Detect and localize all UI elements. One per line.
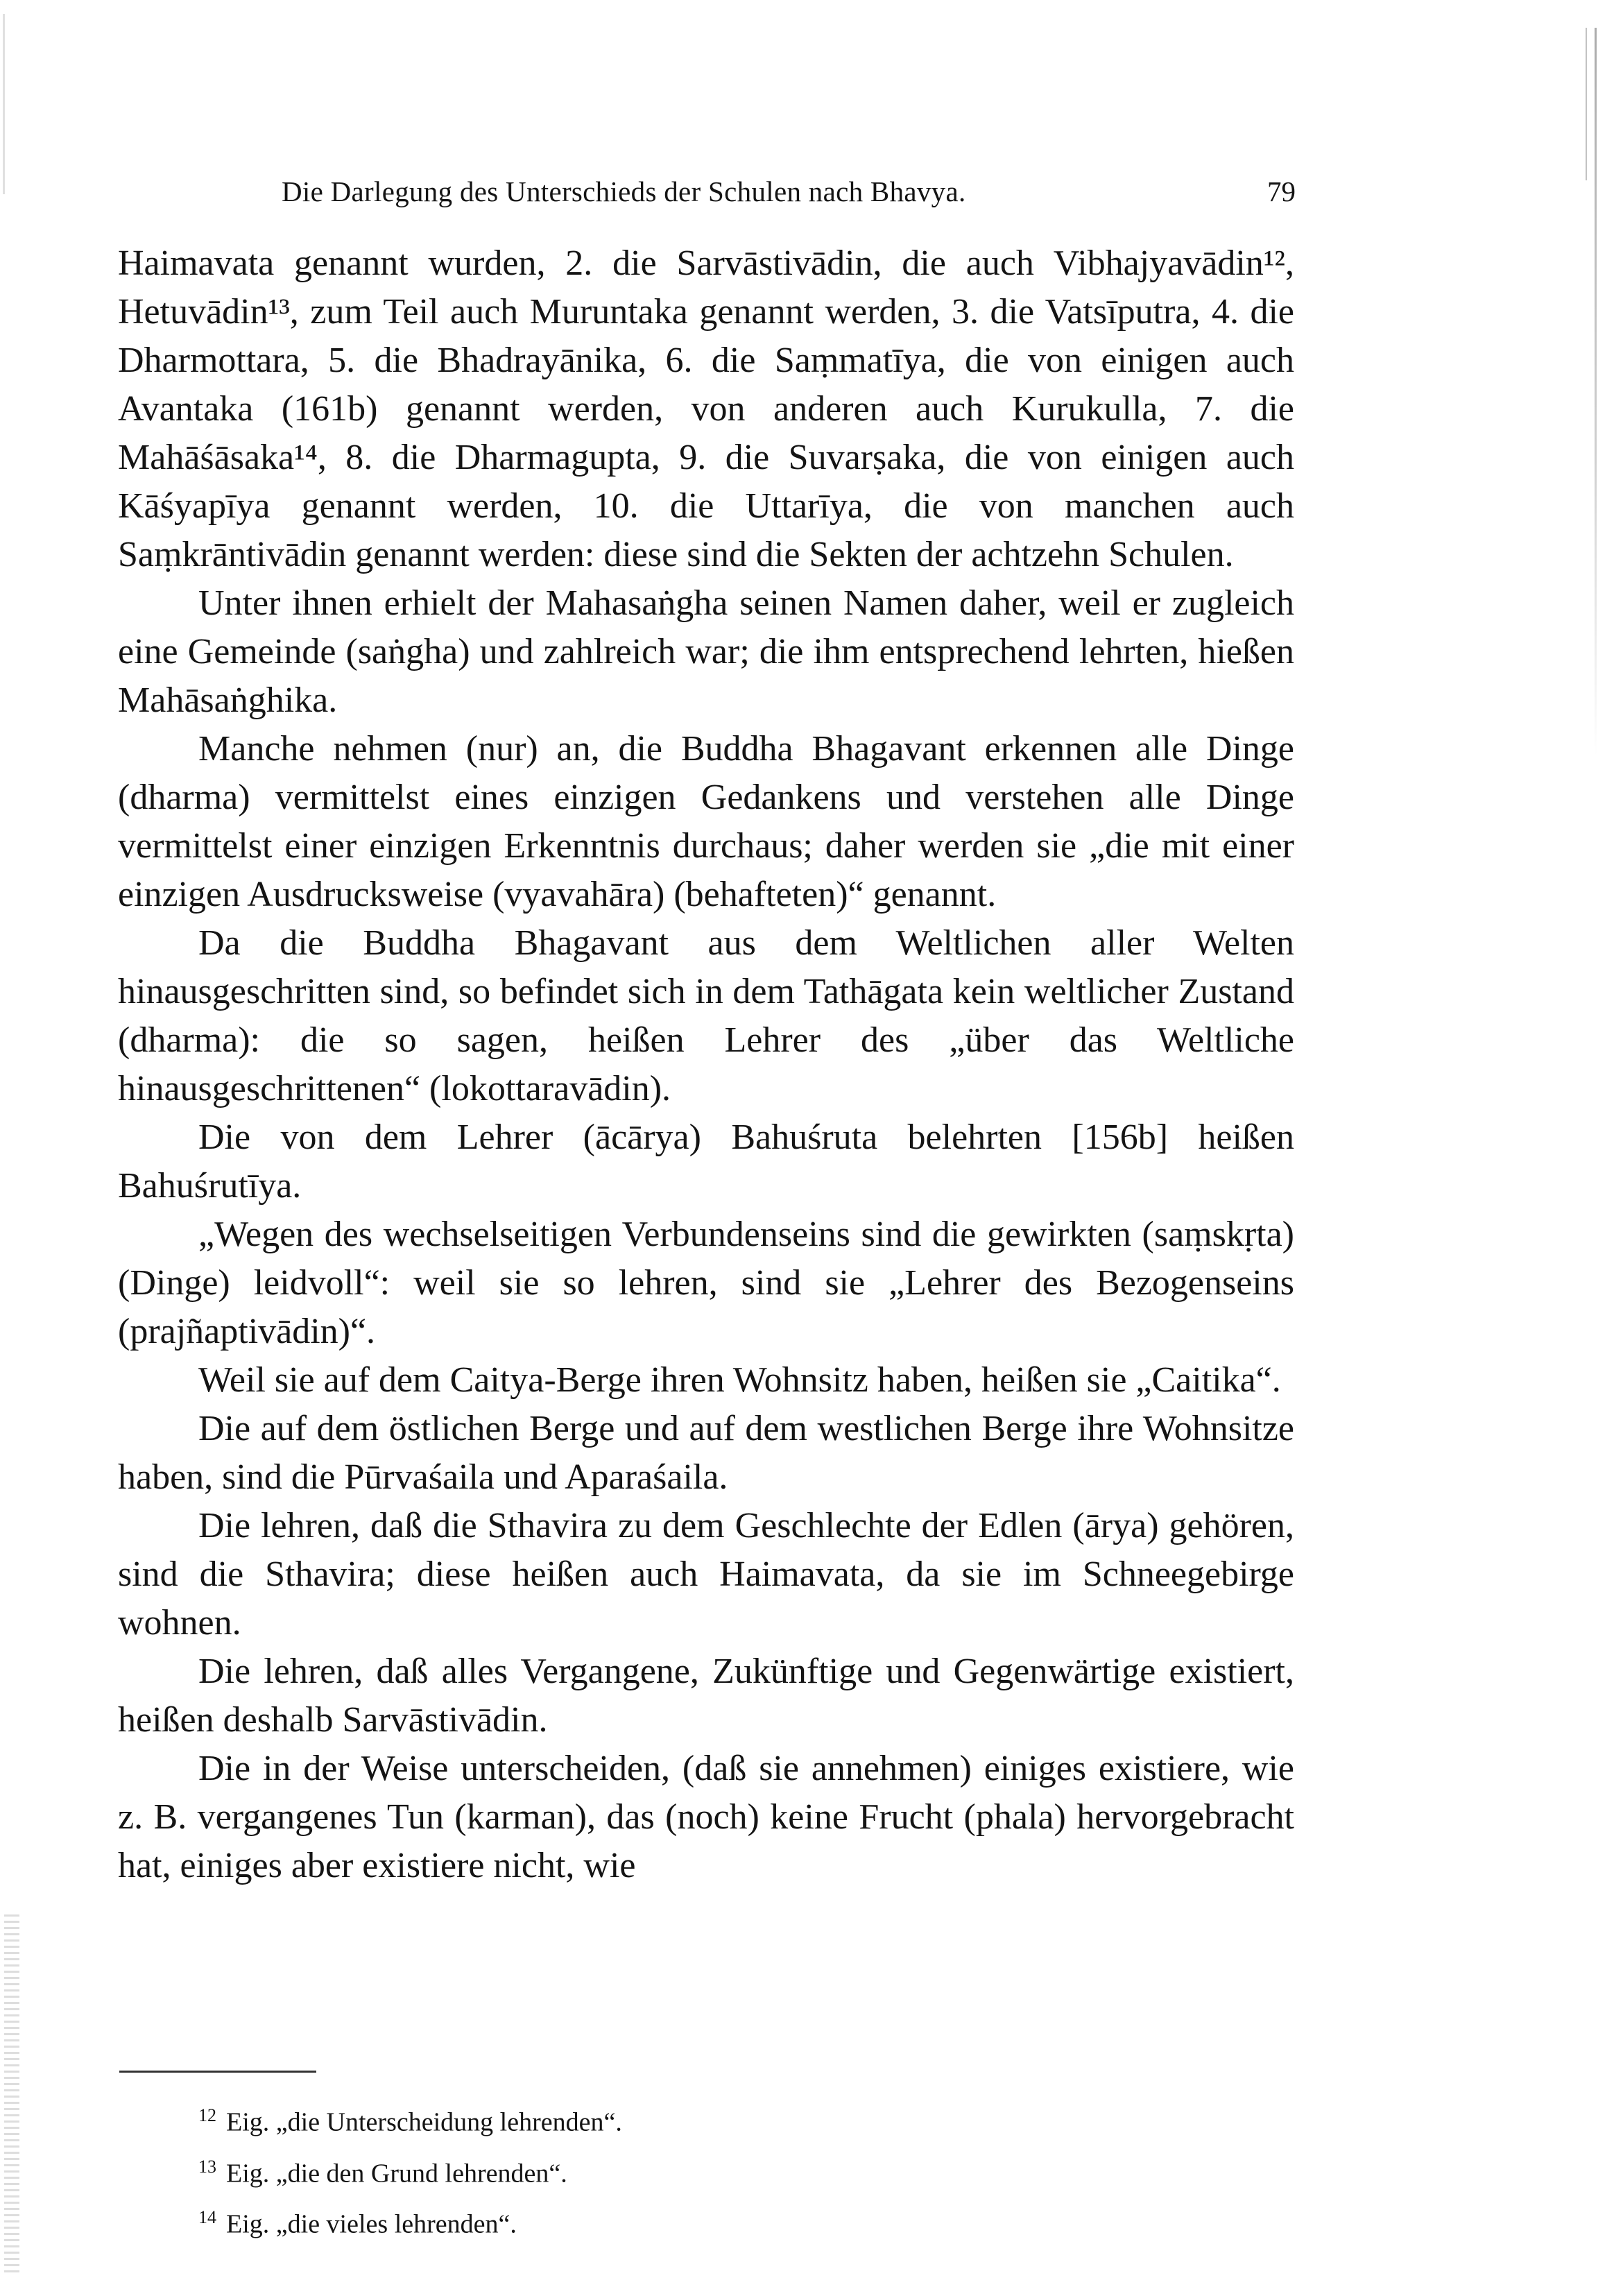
footnotes [198,2093,1239,2247]
paragraph: Manche nehmen (nur) an, die Buddha Bhagavant erkennen alle Dinge (dharma) vermittelst eines einzigen Gedankens und verstehen alle Dinge vermittelst einer einzigen Erkenntnis durchaus; daher werden sie „die mit einer einzigen Ausdrucksweise (vyavahāra) (behafteten)“ genannt. [118,729,1294,914]
paragraph: Weil sie auf dem Caitya-Berge ihren Wohnsitz haben, heißen sie „Caitika“. [198,1360,1281,1400]
footnote-number: 13 [198,2156,216,2177]
running-title: Die Darlegung des Unterschieds der Schulen nach Bhavya. [282,175,966,207]
scan-edge-shadow [1586,28,1587,180]
paragraph: Die in der Weise unterscheiden, (daß sie annehmen) einiges existiere, wie z. B. vergangenes Tun (karman), das (noch) keine Frucht (phala) hervorgebracht hat, einiges aber existiere nicht, wie [118,1749,1294,1885]
footnote [198,2093,1239,2145]
footnote [198,2145,1239,2196]
paragraph: Die von dem Lehrer (ācārya) Bahuśruta belehrten [156b] heißen Bahuśrutīya. [118,1117,1294,1206]
footnote-text: Eig. „die Unterscheidung lehrenden“. [226,2107,622,2137]
scan-edge-noise [4,1914,19,2275]
paragraph: „Wegen des wechselseitigen Verbundenseins sind die gewirkten (saṃskṛta) (Dinge) leidvoll“: weil sie so lehren, sind sie „Lehrer des Bezogenseins (prajñaptivādin)“. [118,1215,1294,1351]
paragraph: Die auf dem östlichen Berge und auf dem westlichen Berge ihre Wohnsitze haben, sind die Pūrvaśaila und Aparaśaila. [118,1409,1294,1497]
footnote-number: 12 [198,2105,216,2125]
paragraph: Haimavata genannt wurden, 2. die Sarvāstivādin, die auch Vibhajyavādin¹², Hetuvādin¹³, zum Teil auch Muruntaka genannt werden, 3. die Vatsīputra, 4. die Dharmottara, 5. die Bhadrayānika, 6. die Saṃmatīya, die von einigen auch Avantaka (161b) genannt werden, von anderen auch Kurukulla, 7. die Mahāśāsaka¹⁴, 8. die Dharmagupta, 9. die Suvarṣaka, die von einigen auch Kāśyapīya genannt werden, 10. die Uttarīya, die von manchen auch Saṃkrāntivādin genannt werden: diese sind die Sekten der achtzehn Schulen. [118,243,1294,574]
paragraph: Unter ihnen erhielt der Mahasaṅgha seinen Namen daher, weil er zugleich eine Gemeinde (saṅgha) und zahlreich war; die ihm entsprechend lehrten, hießen Mahāsaṅghika. [118,583,1294,720]
footnote-text: Eig. „die den Grund lehrenden“. [226,2159,567,2188]
running-header [117,175,1296,216]
scan-edge-shadow [1595,28,1597,756]
main-text [118,239,1294,1890]
footnote-separator [119,2071,316,2073]
paragraph: Da die Buddha Bhagavant aus dem Weltlichen aller Welten hinausgeschritten sind, so befindet sich in dem Tathāgata kein weltlicher Zustand (dharma): die so sagen, heißen Lehrer des „über das Weltliche hinausgeschrittenen“ (lokottaravādin). [118,923,1294,1108]
page-number: 79 [1267,175,1296,207]
footnote [198,2195,1239,2247]
footnote-number: 14 [198,2207,216,2228]
paragraph: Die lehren, daß alles Vergangene, Zukünftige und Gegenwärtige existiert, heißen deshalb Sarvāstivādin. [118,1652,1294,1740]
paragraph: Die lehren, daß die Sthavira zu dem Geschlechte der Edlen (ārya) gehören, sind die Sthavira; diese heißen auch Haimavata, da sie im Schneegebirge wohnen. [118,1506,1294,1643]
footnote-text: Eig. „die vieles lehrenden“. [226,2209,517,2239]
scan-edge-noise [3,14,5,194]
